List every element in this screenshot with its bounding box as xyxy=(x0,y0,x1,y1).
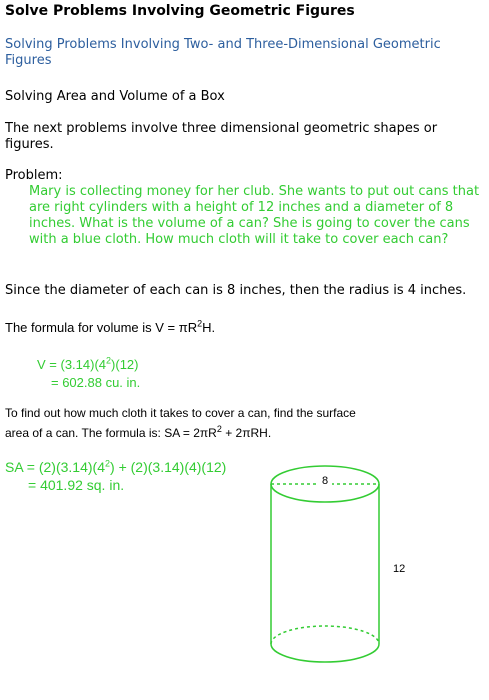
surface-formula-b: + 2πRH. xyxy=(221,426,272,440)
surface-formula-a: area of a can. The formula is: SA = 2πR xyxy=(5,426,217,440)
volume-calc-b: )(12) xyxy=(111,357,139,372)
volume-calc-a: V = (3.14)(4 xyxy=(37,357,107,372)
volume-calc-line1 xyxy=(37,357,138,372)
surface-calc-b: ) + (2)(3.14)(4)(12) xyxy=(110,459,227,475)
subtitle: Solving Problems Involving Two- and Three-Dimensional Geometric Figures xyxy=(5,37,441,68)
volume-calc-line2: = 602.88 cu. in. xyxy=(51,375,141,390)
radius-text: Since the diameter of each can is 8 inches, then the radius is 4 inches. xyxy=(5,283,467,298)
page-title: Solve Problems Involving Geometric Figures xyxy=(5,3,355,19)
section-heading: Solving Area and Volume of a Box xyxy=(5,89,225,104)
surface-text-line1: To find out how much cloth it takes to cover a can, find the surface xyxy=(5,406,356,420)
volume-formula-prefix: The formula for volume is V = πR xyxy=(5,320,198,335)
volume-formula-suffix: H. xyxy=(202,320,216,335)
problem-label: Problem: xyxy=(5,168,63,183)
cylinder-bottom-back xyxy=(271,626,379,644)
intro-text: The next problems involve three dimensional geometric shapes or figures. xyxy=(5,121,438,152)
cylinder-bottom-front xyxy=(271,644,379,662)
surface-calc-exponent: 2 xyxy=(105,458,111,469)
surface-calc-line1 xyxy=(5,459,226,475)
cylinder-diagram xyxy=(262,456,412,692)
surface-formula-exponent: 2 xyxy=(216,424,222,434)
surface-text-line2 xyxy=(5,426,271,440)
volume-formula xyxy=(5,320,215,335)
surface-calc-line2: = 401.92 sq. in. xyxy=(28,477,125,493)
volume-formula-exponent: 2 xyxy=(197,318,203,329)
height-label: 12 xyxy=(393,563,406,575)
problem-text: Mary is collecting money for her club. She wants to put out cans that are right cylinders with a height of 12 inches and a diameter of 8 inches. What is the volume of a can? She is going to cover the cans with a blue cloth. How much cloth will it take to cover each can? xyxy=(29,184,480,247)
surface-calc-a: SA = (2)(3.14)(4 xyxy=(5,459,105,475)
volume-calc-exponent: 2 xyxy=(106,355,112,366)
diameter-label: 8 xyxy=(321,475,329,487)
